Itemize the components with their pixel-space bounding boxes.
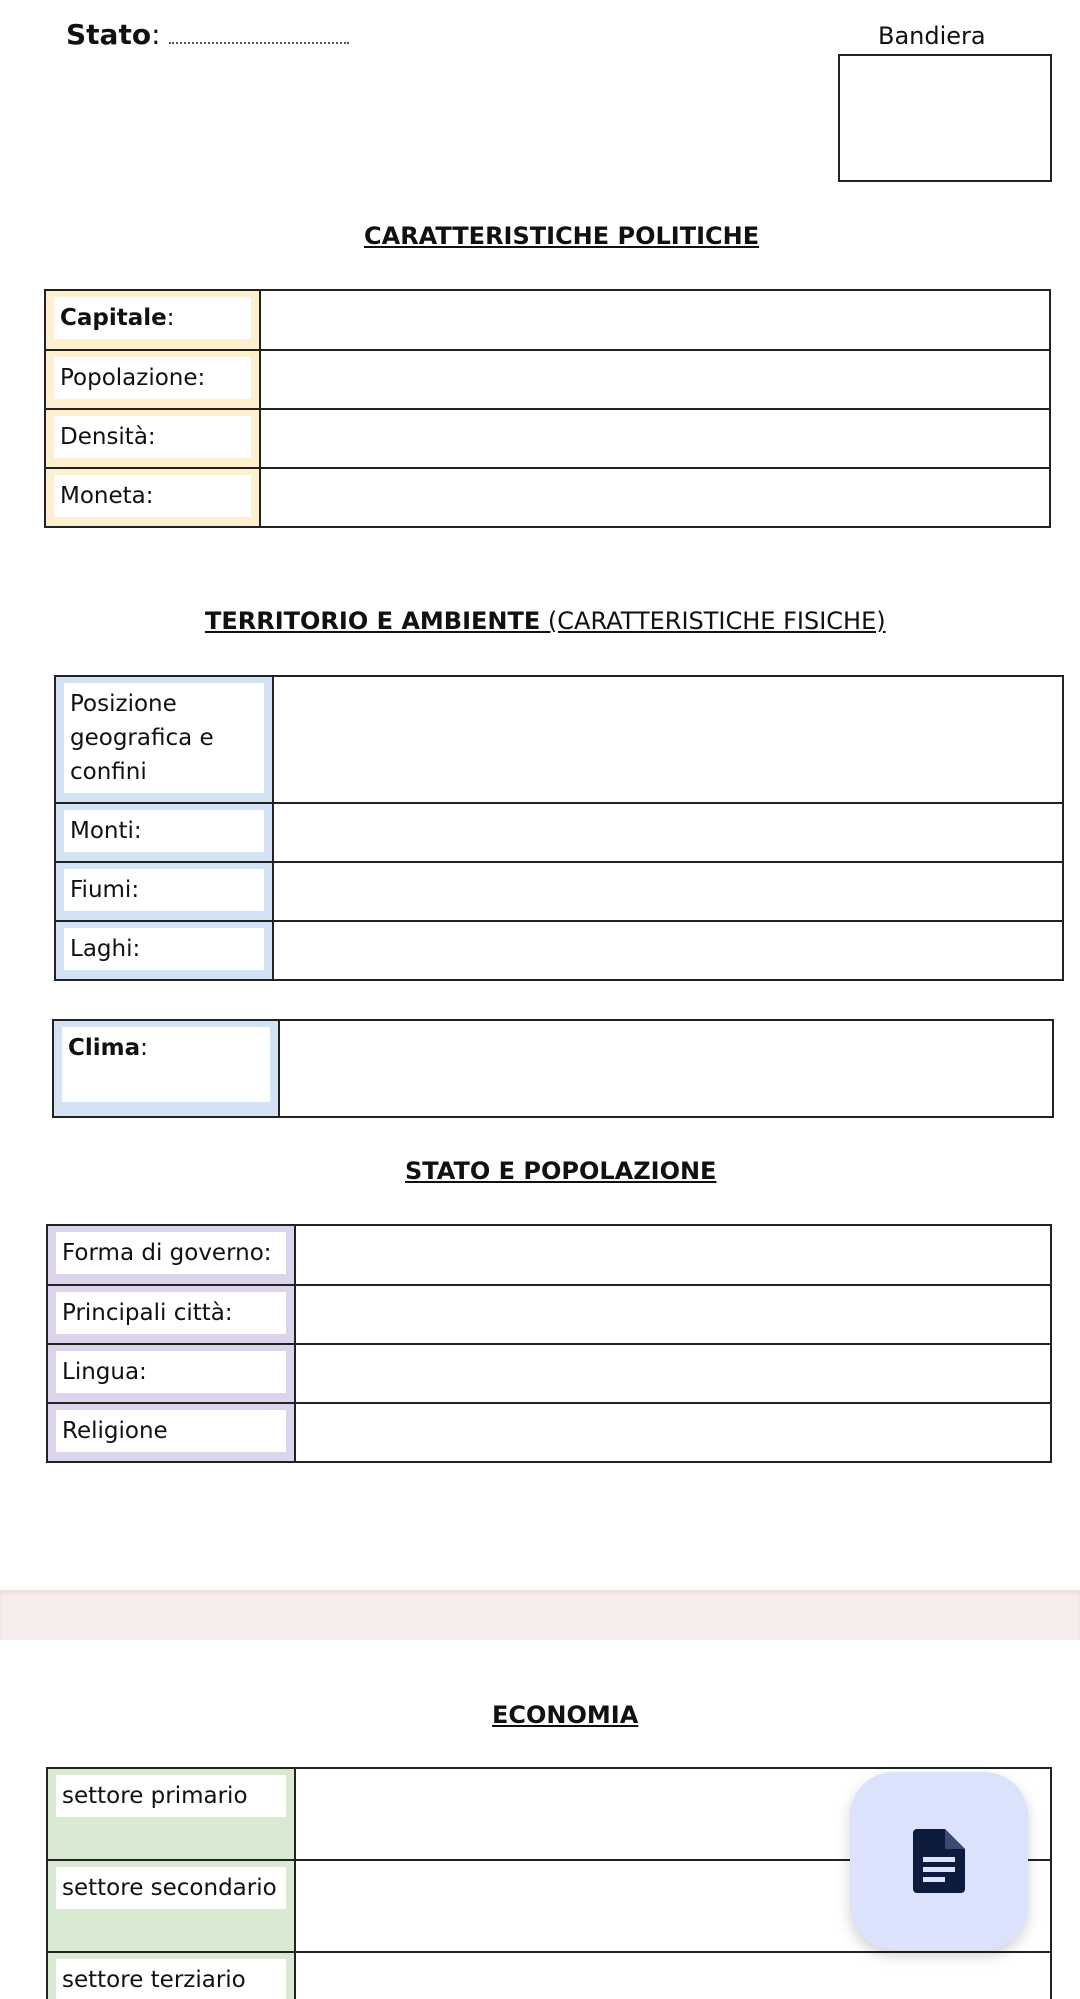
economia-title: ECONOMIA: [492, 1701, 639, 1729]
economia-label-cell: [47, 1860, 295, 1952]
densita-label: Densità:: [54, 416, 251, 458]
settore-terziario-value-cell[interactable]: [295, 1952, 1051, 1999]
capitale-label-suffix: :: [166, 305, 175, 331]
politiche-label-cell: [45, 409, 260, 468]
stato-field: [66, 18, 349, 51]
principali-citta-value-cell[interactable]: [295, 1285, 1051, 1344]
stato-dotted-line: [169, 34, 349, 44]
clima-label-cell: [53, 1020, 279, 1117]
posizione-label: Posizione geografica e confini: [64, 683, 264, 793]
settore-primario-label: settore primario: [56, 1775, 286, 1817]
page-break: [0, 1590, 1080, 1640]
territorio-title: [205, 607, 886, 635]
table-row: [45, 409, 1050, 468]
table-row: [45, 468, 1050, 527]
stato-colon: :: [151, 18, 161, 51]
lingua-value-cell[interactable]: [295, 1344, 1051, 1403]
politiche-label-cell: [45, 350, 260, 409]
fiumi-value-cell[interactable]: [273, 862, 1063, 921]
forma-governo-label: Forma di governo:: [56, 1232, 286, 1274]
table-row: [45, 350, 1050, 409]
lingua-label: Lingua:: [56, 1351, 286, 1393]
religione-value-cell[interactable]: [295, 1403, 1051, 1462]
popolazione-label-cell: [47, 1403, 295, 1462]
table-row: [55, 862, 1063, 921]
bandiera-box: [838, 54, 1052, 182]
monti-value-cell[interactable]: [273, 803, 1063, 862]
principali-citta-label: Principali città:: [56, 1292, 286, 1334]
table-row: [53, 1020, 1053, 1117]
table-row: [55, 921, 1063, 980]
popolazione-table: [46, 1224, 1052, 1463]
table-row: [47, 1344, 1051, 1403]
moneta-value-cell[interactable]: [260, 468, 1050, 527]
politiche-table: [44, 289, 1051, 528]
settore-terziario-label: settore terziario: [56, 1959, 286, 1999]
territorio-label-cell: [55, 862, 273, 921]
popolazione-label-cell: [47, 1285, 295, 1344]
popolazione-value-cell[interactable]: [260, 350, 1050, 409]
popolazione-label-cell: [47, 1225, 295, 1285]
clima-label-suffix: :: [140, 1035, 148, 1061]
document-fab-button[interactable]: [850, 1772, 1028, 1950]
religione-label: Religione: [56, 1410, 286, 1452]
table-row: [47, 1285, 1051, 1344]
territorio-table: [54, 675, 1064, 981]
document-icon: [911, 1827, 967, 1895]
posizione-value-cell[interactable]: [273, 676, 1063, 803]
table-row: [45, 290, 1050, 350]
table-row: [55, 676, 1063, 803]
territorio-title-text: TERRITORIO E AMBIENTE: [205, 607, 541, 635]
fiumi-label: Fiumi:: [64, 869, 264, 911]
monti-label: Monti:: [64, 810, 264, 852]
settore-secondario-label: settore secondario: [56, 1867, 286, 1909]
table-row: [55, 803, 1063, 862]
table-row: [47, 1952, 1051, 1999]
politiche-title: CARATTERISTICHE POLITICHE: [364, 222, 760, 250]
clima-label: [62, 1027, 270, 1102]
laghi-value-cell[interactable]: [273, 921, 1063, 980]
popolazione-title: STATO E POPOLAZIONE: [405, 1157, 717, 1185]
territorio-label-cell: [55, 803, 273, 862]
politiche-label-cell: [45, 290, 260, 350]
table-row: [47, 1225, 1051, 1285]
territorio-label-cell: [55, 921, 273, 980]
politiche-label-cell: [45, 468, 260, 527]
territorio-label-cell: [55, 676, 273, 803]
moneta-label: Moneta:: [54, 475, 251, 517]
popolazione-label: Popolazione:: [54, 357, 251, 399]
capitale-label-text: Capitale: [60, 305, 167, 331]
capitale-label: [54, 297, 251, 339]
clima-table: [52, 1019, 1054, 1118]
clima-label-text: Clima: [68, 1035, 141, 1061]
territorio-subtitle: (CARATTERISTICHE FISICHE): [540, 607, 886, 635]
densita-value-cell[interactable]: [260, 409, 1050, 468]
stato-label: Stato: [66, 18, 152, 51]
economia-label-cell: [47, 1952, 295, 1999]
table-row: [47, 1403, 1051, 1462]
popolazione-label-cell: [47, 1344, 295, 1403]
forma-governo-value-cell[interactable]: [295, 1225, 1051, 1285]
laghi-label: Laghi:: [64, 928, 264, 970]
economia-label-cell: [47, 1768, 295, 1860]
clima-value-cell[interactable]: [279, 1020, 1053, 1117]
bandiera-label: Bandiera: [878, 22, 986, 50]
capitale-value-cell[interactable]: [260, 290, 1050, 350]
